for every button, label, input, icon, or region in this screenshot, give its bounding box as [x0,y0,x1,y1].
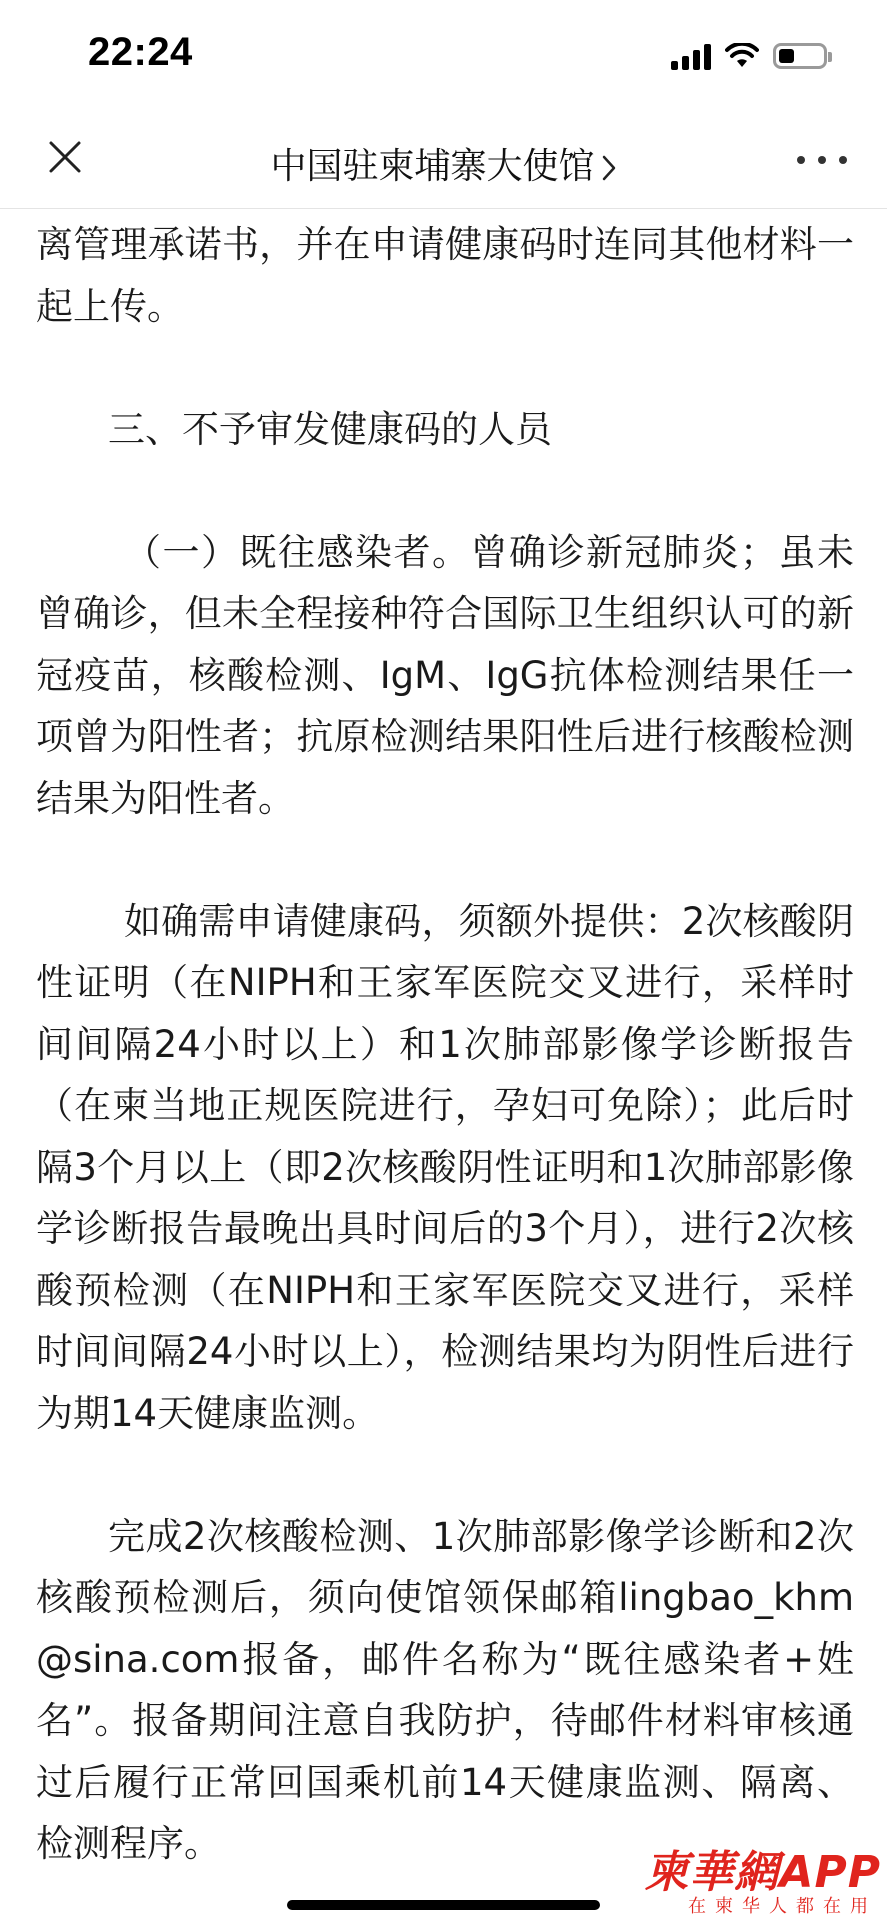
cellular-signal-icon [671,42,711,70]
status-time: 22:24 [88,30,193,74]
home-indicator[interactable] [287,1900,600,1910]
status-icons [671,42,827,70]
article-paragraph: 完成2次核酸检测、1次肺部影像学诊断和2次核酸预检测后，须向使馆领保邮箱lingbao_khm@sina.com报备，邮件名称为“既往感染者+姓名”。报备期间注意自我防护，待邮件材料审核通过后履行正常回国乘机前14天健康监测、隔离、检测程序。 [36,1514,854,1865]
battery-icon [773,43,827,69]
chevron-right-icon [601,154,617,182]
article-paragraph: 如确需申请健康码，须额外提供：2次核酸阴性证明（在NIPH和王家军医院交叉进行，采样时间间隔24小时以上）和1次肺部影像学诊断报告（在柬当地正规医院进行，孕妇可免除）；此后时隔3个月以上（即2次核酸阴性证明和1次肺部影像学诊断报告最晚出具时间后的3个月），进行2次核酸预检测（在NIPH和王家军医院交叉进行，采样时间间隔24小时以上），检测结果均为阴性后进行为期14天健康监测。 [36,899,854,1435]
more-dot-icon [797,156,805,164]
section-heading: 三、不予审发健康码的人员 [108,407,552,451]
page-title: 中国驻柬埔寨大使馆 [270,146,595,187]
battery-level [779,49,794,63]
watermark-logo [617,1836,887,1920]
watermark-tagline: 在柬华人都在用 [688,1896,877,1917]
article-body [36,214,854,1920]
account-title-link[interactable] [0,138,887,189]
more-options-button[interactable] [797,140,847,180]
watermark-brand: 柬華網APP [644,1847,881,1898]
wifi-icon [725,43,759,69]
nav-bar [0,110,887,209]
more-dot-icon [818,156,826,164]
article-paragraph: （一）既往感染者。曾确诊新冠肺炎；虽未曾确诊，但未全程接种符合国际卫生组织认可的新冠疫苗，核酸检测、IgM、IgG抗体检测结果任一项曾为阳性者；抗原检测结果阳性后进行核酸检测结果为阳性者。 [36,530,854,820]
article-paragraph: 离管理承诺书，并在申请健康码时连同其他材料一起上传。 [36,223,854,328]
status-bar [0,0,887,110]
more-dot-icon [839,156,847,164]
